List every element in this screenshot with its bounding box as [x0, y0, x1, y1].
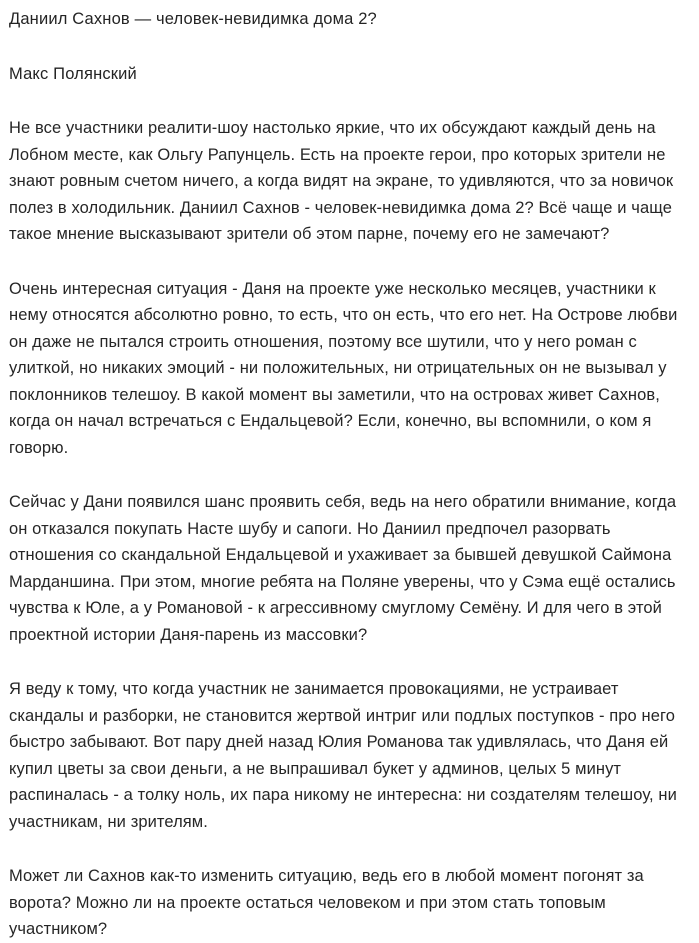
page-title: Даниил Сахнов — человек-невидимка дома 2? — [9, 10, 377, 28]
article-paragraph: Может ли Сахнов как-то изменить ситуацию, ведь его в любой момент погонят за ворота? Можно ли на проекте остаться человеком и при этом стать топовым участником? — [9, 867, 644, 938]
article-paragraph: Сейчас у Дани появился шанс проявить себя, ведь на него обратили внимание, когда он отказался покупать Насте шубу и сапоги. Но Даниил предпочел разорвать отношения со скандальной Ендальцевой и ухаживает за бывшей девушкой Саймона Марданшина. При этом, многие ребята на Поляне уверены, что у Сэма ещё остались чувства к Юле, а у Романовой - к агрессивному смуглому Семёну. И для чего в этой проектной истории Даня-парень из массовки? — [9, 493, 677, 644]
article-author: Макс Полянский — [9, 64, 137, 83]
article-paragraph: Не все участники реалити-шоу настолько яркие, что их обсуждают каждый день на Лобном месте, как Ольгу Рапунцель. Есть на проекте герои, про которых зрители не знают ровным счетом ничего, а когда видят на экране, то удивляются, что за новичок полез в холодильник. Даниил Сахнов - человек-невидимка дома 2? Всё чаще и чаще такое мнение высказывают зрители об этом парне, почему его не замечают? — [9, 119, 674, 243]
article-paragraph: Я веду к тому, что когда участник не занимается провокациями, не устраивает скандалы и разборки, не становится жертвой интриг или подлых поступков - про него быстро забывают. Вот пару дней назад Юлия Романова так удивлялась, что Даня ей купил цветы за свои деньги, а не выпрашивал букет у админов, целых 5 минут распиналась - а толку ноль, их пара никому не интересна: ни создателям телешоу, ни участникам, ни зрителям. — [9, 680, 677, 831]
article-paragraph: Очень интересная ситуация - Даня на проекте уже несколько месяцев, участники к нему относятся абсолютно ровно, то есть, что он есть, что его нет. На Острове любви он даже не пытался строить отношения, поэтому все шутили, что у него роман с улиткой, но никаких эмоций - ни положительных, ни отрицательных он не вызывал у поклонников телешоу. В какой момент вы заметили, что на островах живет Сахнов, когда он начал встречаться с Ендальцевой? Если, конечно, вы вспомнили, о ком я говорю. — [9, 279, 678, 457]
article-body — [9, 87, 690, 943]
